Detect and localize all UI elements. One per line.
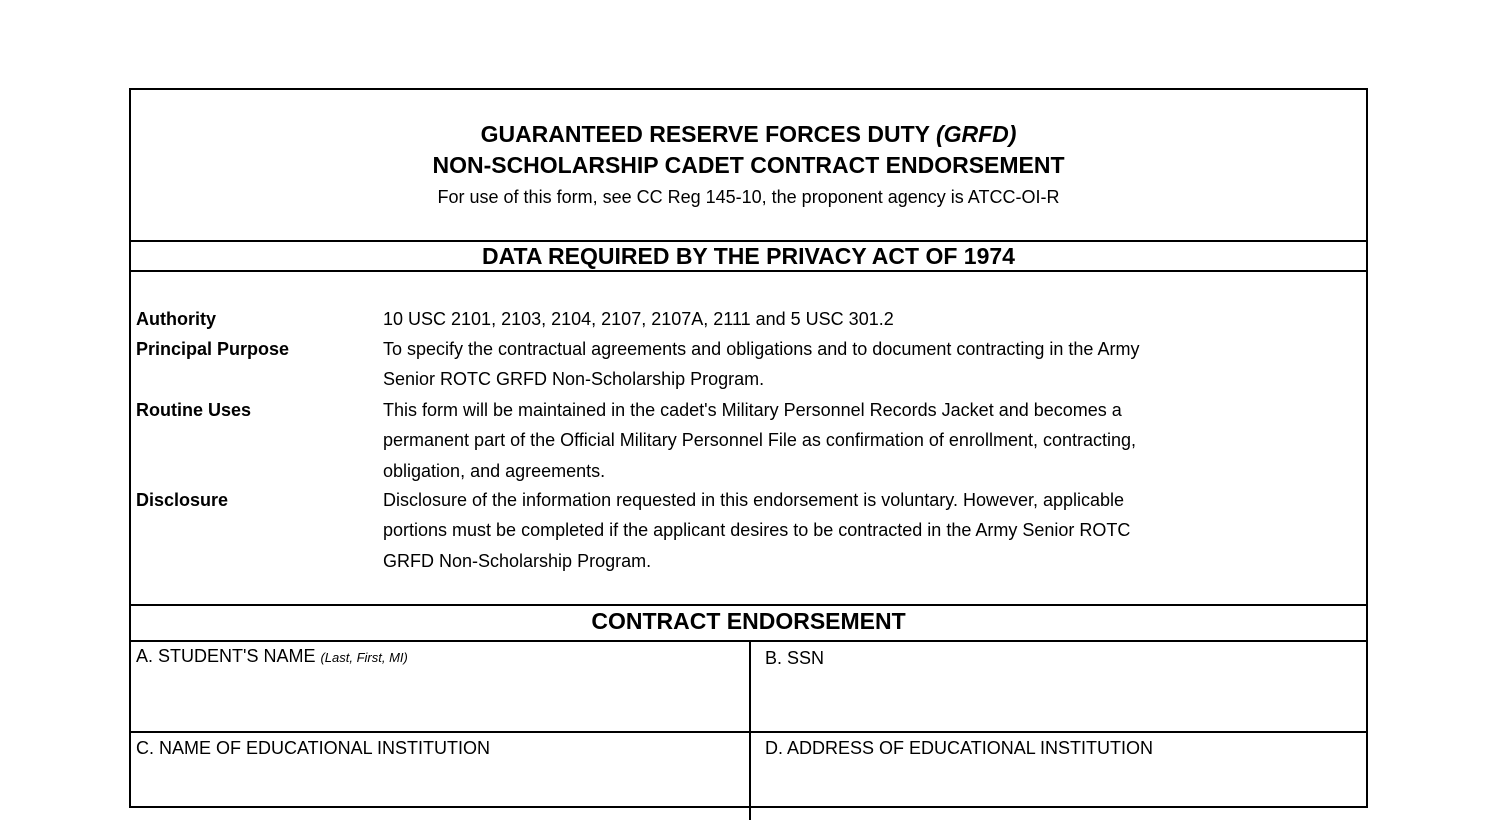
form-subtitle: For use of this form, see CC Reg 145-10, the proponent agency is ATCC-OI-R [437,187,1060,207]
disclosure-line: Disclosure of the information requested in this endorsement is voluntary. However, applicable [383,490,1125,510]
column-divider [749,640,751,820]
disclosure-line: portions must be completed if the applicant desires to be contracted in the Army Senior ROTC [383,520,1131,541]
disclosure-line: GRFD Non-Scholarship Program. [383,550,652,571]
institution-address-label[interactable]: D. ADDRESS OF EDUCATIONAL INSTITUTION [765,738,1154,758]
routine-uses-text [383,395,1136,486]
principal-purpose-line: To specify the contractual agreements and obligations and to document contracting in the Army [383,339,1140,359]
principal-purpose-label: Principal Purpose [136,339,290,359]
student-name-field[interactable] [136,646,408,667]
form-title-abbrev: (GRFD) [935,121,1017,147]
principal-purpose-text [383,334,1139,395]
routine-uses-line: permanent part of the Official Military Personnel File as confirmation of enrollment, contracting, [383,430,1137,451]
student-name-hint: (Last, First, MI) [320,650,408,665]
disclosure-text [383,485,1130,576]
routine-uses-label: Routine Uses [136,400,252,420]
contract-endorsement-heading: CONTRACT ENDORSEMENT [591,608,906,634]
student-name-label: A. STUDENT'S NAME [136,646,321,666]
form-title-text: GUARANTEED RESERVE FORCES DUTY [480,121,936,147]
principal-purpose-line: Senior ROTC GRFD Non-Scholarship Program. [383,369,765,390]
authority-text [383,304,894,334]
ssn-label[interactable]: B. SSN [765,648,825,668]
form-title-line1 [131,121,1366,148]
routine-uses-line: obligation, and agreements. [383,460,606,481]
authority-label: Authority [136,309,216,329]
divider [131,604,1366,606]
routine-uses-line: This form will be maintained in the cadet's Military Personnel Records Jacket and becomes a [383,400,1122,420]
institution-name-label[interactable]: C. NAME OF EDUCATIONAL INSTITUTION [136,738,491,758]
form-title-line2: NON-SCHOLARSHIP CADET CONTRACT ENDORSEMENT [432,152,1065,178]
divider [131,270,1366,272]
authority-line: 10 USC 2101, 2103, 2104, 2107, 2107A, 2111 and 5 USC 301.2 [383,309,894,329]
privacy-act-heading: DATA REQUIRED BY THE PRIVACY ACT OF 1974 [482,243,1015,269]
endorsement-form [129,88,1368,808]
divider [131,240,1366,242]
disclosure-label: Disclosure [136,490,229,510]
